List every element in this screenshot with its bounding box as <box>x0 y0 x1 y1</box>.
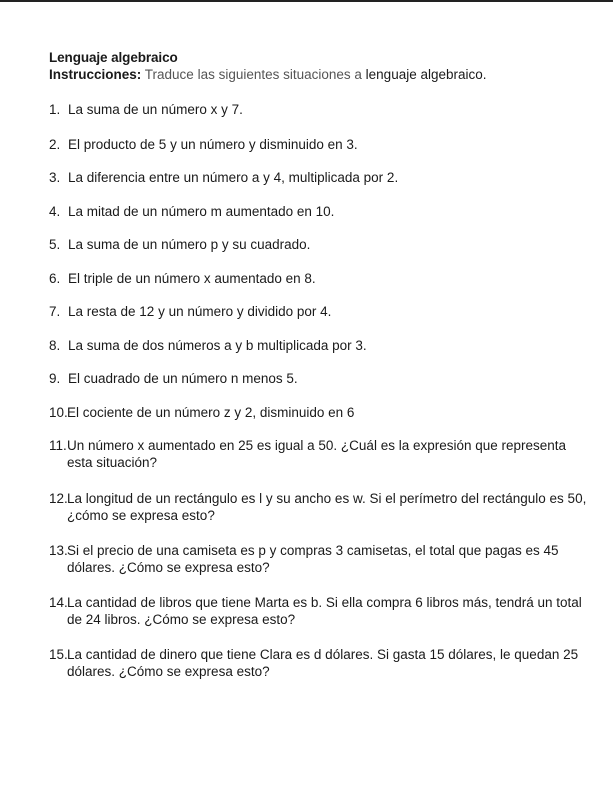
item-number: 10. <box>49 405 68 420</box>
item-number: 12. <box>49 491 68 506</box>
list-item-5 <box>49 236 310 253</box>
item-text: Un número x aumentado en 25 es igual a 50. ¿Cuál es la expresión que representa <box>67 438 567 453</box>
list-item-1 <box>49 101 243 118</box>
list-item-15 <box>49 646 578 680</box>
item-number: 4. <box>49 204 61 219</box>
instructions <box>49 67 487 82</box>
item-number: 15. <box>49 647 68 662</box>
list-item-9 <box>49 370 298 387</box>
item-text: La suma de un número x y 7. <box>68 102 243 117</box>
item-text: El producto de 5 y un número y disminuido en 3. <box>68 137 358 152</box>
item-number: 13. <box>49 543 68 558</box>
item-text-continued: esta situación? <box>67 455 158 470</box>
instructions-label: Instrucciones: <box>49 67 142 82</box>
item-number: 14. <box>49 595 68 610</box>
item-number: 2. <box>49 137 61 152</box>
list-item-10 <box>49 404 354 421</box>
item-text: La resta de 12 y un número y dividido por 4. <box>68 304 332 319</box>
item-text: La longitud de un rectángulo es l y su ancho es w. Si el perímetro del rectángulo es 50, <box>67 491 587 506</box>
list-item-2 <box>49 136 358 153</box>
item-number: 6. <box>49 271 61 286</box>
item-text: La suma de un número p y su cuadrado. <box>68 237 311 252</box>
list-item-13 <box>49 542 559 576</box>
item-text: Si el precio de una camiseta es p y compras 3 camisetas, el total que pagas es 45 <box>67 543 559 558</box>
item-text: La cantidad de libros que tiene Marta es b. Si ella compra 6 libros más, tendrá un total <box>67 595 582 610</box>
item-number: 5. <box>49 237 61 252</box>
instructions-emphasis: lenguaje algebraico. <box>365 67 487 82</box>
list-item-12 <box>49 490 586 524</box>
item-number: 11. <box>49 438 67 453</box>
item-text: La mitad de un número m aumentado en 10. <box>68 204 335 219</box>
item-number: 9. <box>49 371 61 386</box>
item-text: La suma de dos números a y b multiplicada por 3. <box>68 338 367 353</box>
list-item-4 <box>49 203 334 220</box>
list-item-7 <box>49 303 331 320</box>
item-text: El triple de un número x aumentado en 8. <box>68 271 316 286</box>
page-title: Lenguaje algebraico <box>49 50 178 65</box>
item-number: 7. <box>49 304 61 319</box>
list-item-11 <box>49 437 566 471</box>
item-number: 1. <box>49 102 61 117</box>
item-number: 8. <box>49 338 61 353</box>
item-text: La cantidad de dinero que tiene Clara es d dólares. Si gasta 15 dólares, le quedan 25 <box>67 647 579 662</box>
list-item-3 <box>49 169 398 186</box>
list-item-8 <box>49 337 367 354</box>
list-item-14 <box>49 594 582 628</box>
item-text: El cociente de un número z y 2, disminuido en 6 <box>67 405 355 420</box>
item-text-continued: de 24 libros. ¿Cómo se expresa esto? <box>67 612 296 627</box>
list-item-6 <box>49 270 316 287</box>
item-text: El cuadrado de un número n menos 5. <box>68 371 298 386</box>
item-text-continued: ¿cómo se expresa esto? <box>67 508 215 523</box>
item-text-continued: dólares. ¿Cómo se expresa esto? <box>67 664 270 679</box>
instructions-text: Traduce las siguientes situaciones a <box>144 67 366 82</box>
item-text: La diferencia entre un número a y 4, multiplicada por 2. <box>68 170 399 185</box>
item-text-continued: dólares. ¿Cómo se expresa esto? <box>67 560 270 575</box>
item-number: 3. <box>49 170 61 185</box>
